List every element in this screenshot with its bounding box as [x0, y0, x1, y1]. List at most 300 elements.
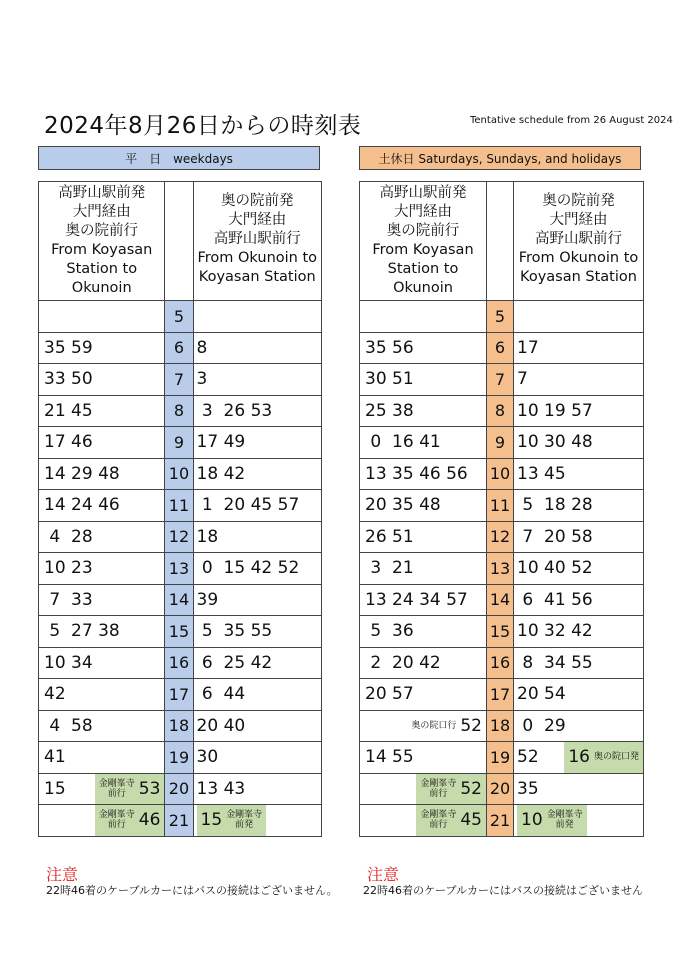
minutes: 0 15 42 52	[196, 558, 300, 579]
cell-content	[517, 522, 643, 553]
departure-times-inbound	[193, 427, 321, 459]
hour-label: 13	[487, 553, 514, 585]
header-row	[39, 182, 322, 301]
minutes: 41	[44, 747, 66, 768]
hour-label: 15	[487, 616, 514, 648]
hour-label: 16	[487, 647, 514, 679]
note-text-holiday: 22時46着のケーブルカーにはバスの接続はございません	[363, 884, 644, 897]
holiday-header: 土休日 Saturdays, Sundays, and holidays	[359, 146, 641, 170]
cell-content	[44, 490, 164, 521]
minutes: 2 20 42	[365, 652, 441, 673]
special-trip-origin: 金剛峯寺 前発	[226, 810, 263, 831]
cell-content	[517, 616, 643, 647]
special-trip-tag	[564, 742, 643, 773]
table-row	[360, 490, 644, 522]
departure-times-inbound	[193, 773, 321, 805]
minutes: 8 34 55	[517, 652, 593, 673]
cell-content	[517, 301, 643, 332]
departure-times-outbound	[360, 395, 487, 427]
weekday-header: 平 日 weekdays	[38, 146, 320, 170]
cell-content	[44, 522, 164, 553]
table-row	[360, 647, 644, 679]
departure-times-inbound	[193, 364, 321, 396]
departure-times-outbound	[360, 710, 487, 742]
cell-content	[365, 459, 486, 490]
departure-times-inbound	[514, 301, 644, 333]
table-row	[39, 584, 322, 616]
cell-content	[44, 585, 164, 616]
page-subtitle: Tentative schedule from 26 August 2024	[470, 115, 673, 126]
table-row	[360, 584, 644, 616]
cell-content	[365, 648, 486, 679]
special-trip-minute: 52	[460, 778, 482, 799]
departure-times-outbound	[360, 364, 487, 396]
departure-times-inbound	[193, 332, 321, 364]
special-trip-minute: 52	[460, 715, 482, 736]
departure-times-outbound	[39, 458, 165, 490]
cell-content	[517, 648, 643, 679]
departure-times-outbound	[360, 301, 487, 333]
departure-times-outbound	[39, 584, 165, 616]
hour-label: 19	[165, 742, 193, 774]
departure-times-inbound	[193, 553, 321, 585]
hour-label: 10	[165, 458, 193, 490]
departure-times-outbound	[39, 773, 165, 805]
table-row	[39, 521, 322, 553]
cell-content	[197, 648, 321, 679]
hour-label: 5	[165, 301, 193, 333]
departure-times-outbound	[39, 710, 165, 742]
departure-times-inbound	[193, 490, 321, 522]
hour-label: 15	[165, 616, 193, 648]
special-trip-destination: 金剛峯寺 前行	[420, 778, 457, 799]
departure-times-outbound	[39, 364, 165, 396]
minutes: 6 44	[196, 684, 246, 705]
table-row	[39, 773, 322, 805]
header-row	[360, 182, 644, 301]
table-row	[39, 679, 322, 711]
minutes: 4 58	[44, 715, 93, 736]
departure-times-inbound	[514, 805, 644, 837]
col-header-outbound: 高野山駅前発 大門経由 奥の院前行 From Koyasan Station to Okunoin	[360, 182, 487, 301]
table-row	[360, 553, 644, 585]
table-row	[360, 710, 644, 742]
departure-times-outbound	[39, 521, 165, 553]
minutes: 6 41 56	[517, 589, 593, 610]
departure-times-outbound	[360, 679, 487, 711]
minutes: 5 35 55	[196, 621, 273, 642]
departure-times-inbound	[193, 301, 321, 333]
cell-content	[365, 774, 486, 805]
table-row	[39, 647, 322, 679]
departure-times-outbound	[39, 332, 165, 364]
departure-times-inbound	[514, 395, 644, 427]
departure-times-inbound	[193, 710, 321, 742]
special-trip-minute: 15	[200, 810, 223, 831]
minutes: 25 38	[365, 400, 414, 421]
departure-times-inbound	[514, 553, 644, 585]
table-row	[39, 395, 322, 427]
minutes: 35 59	[44, 337, 93, 358]
minutes: 18	[196, 526, 219, 547]
special-trip-origin: 金剛峯寺 前発	[546, 810, 583, 831]
table-row	[360, 679, 644, 711]
special-trip-tag	[407, 711, 486, 742]
cell-content	[197, 711, 321, 742]
departure-times-outbound	[39, 679, 165, 711]
departure-times-inbound	[193, 458, 321, 490]
hour-label: 19	[487, 742, 514, 774]
departure-times-inbound	[514, 427, 644, 459]
table-row	[39, 710, 322, 742]
minutes: 35	[517, 778, 539, 799]
cell-content	[365, 585, 486, 616]
cell-content	[365, 711, 486, 742]
departure-times-outbound	[360, 332, 487, 364]
table-row	[39, 364, 322, 396]
special-trip-tag	[95, 805, 165, 836]
cell-content	[365, 679, 486, 710]
minutes: 8	[196, 337, 208, 358]
departure-times-outbound	[360, 805, 487, 837]
note-title-holiday: 注意	[367, 865, 400, 884]
minutes: 30 51	[365, 369, 414, 390]
departure-times-inbound	[514, 710, 644, 742]
departure-times-outbound	[39, 395, 165, 427]
special-trip-tag	[416, 805, 486, 836]
cell-content	[365, 522, 486, 553]
special-trip-minute: 45	[460, 810, 482, 831]
col-header-hour	[165, 182, 193, 301]
departure-times-outbound	[360, 773, 487, 805]
minutes: 39	[196, 589, 219, 610]
table-row	[39, 458, 322, 490]
departure-times-outbound	[360, 521, 487, 553]
minutes: 13 35 46 56	[365, 463, 468, 484]
table-row	[39, 427, 322, 459]
departure-times-outbound	[360, 742, 487, 774]
departure-times-inbound	[514, 458, 644, 490]
departure-times-inbound	[193, 805, 321, 837]
cell-content	[197, 522, 321, 553]
cell-content	[517, 742, 643, 773]
hour-label: 18	[487, 710, 514, 742]
minutes: 18 42	[196, 463, 246, 484]
weekday-timetable	[38, 181, 322, 837]
special-trip-destination: 金剛峯寺 前行	[98, 810, 135, 831]
minutes: 7 33	[44, 589, 93, 610]
minutes: 26 51	[365, 526, 414, 547]
table-row	[360, 521, 644, 553]
departure-times-outbound	[39, 805, 165, 837]
cell-content	[197, 805, 321, 836]
table-row	[39, 616, 322, 648]
cell-content	[44, 301, 164, 332]
departure-times-outbound	[360, 427, 487, 459]
table-row	[360, 395, 644, 427]
table-row	[360, 773, 644, 805]
minutes: 52	[517, 747, 539, 768]
cell-content	[197, 742, 321, 773]
minutes: 14 55	[365, 747, 414, 768]
special-trip-origin: 奥の院口発	[593, 752, 639, 763]
hour-label: 11	[487, 490, 514, 522]
special-trip-tag	[517, 805, 587, 836]
cell-content	[365, 364, 486, 395]
minutes: 0 16 41	[365, 432, 441, 453]
departure-times-inbound	[514, 616, 644, 648]
minutes: 20 57	[365, 684, 414, 705]
hour-label: 12	[165, 521, 193, 553]
note-text-weekday: 22時46着のケーブルカーにはバスの接続はございません。	[46, 884, 338, 897]
cell-content	[517, 679, 643, 710]
departure-times-inbound	[193, 616, 321, 648]
minutes: 20 40	[196, 715, 246, 736]
cell-content	[44, 648, 164, 679]
departure-times-outbound	[39, 647, 165, 679]
departure-times-inbound	[514, 364, 644, 396]
cell-content	[197, 459, 321, 490]
cell-content	[197, 679, 321, 710]
special-trip-minute: 10	[521, 810, 543, 831]
departure-times-outbound	[39, 553, 165, 585]
special-trip-destination: 金剛峯寺 前行	[98, 778, 135, 799]
minutes: 13 43	[196, 778, 246, 799]
minutes: 21 45	[44, 400, 93, 421]
cell-content	[197, 301, 321, 332]
cell-content	[44, 805, 164, 836]
minutes: 10 30 48	[517, 432, 593, 453]
hour-label: 7	[487, 364, 514, 396]
departure-times-outbound	[39, 301, 165, 333]
departure-times-inbound	[193, 679, 321, 711]
minutes: 10 34	[44, 652, 93, 673]
departure-times-inbound	[514, 490, 644, 522]
cell-content	[517, 553, 643, 584]
table-row	[360, 742, 644, 774]
cell-content	[365, 301, 486, 332]
cell-content	[44, 553, 164, 584]
cell-content	[365, 805, 486, 836]
departure-times-outbound	[360, 616, 487, 648]
departure-times-inbound	[514, 332, 644, 364]
departure-times-outbound	[360, 647, 487, 679]
cell-content	[365, 553, 486, 584]
cell-content	[197, 585, 321, 616]
departure-times-outbound	[39, 742, 165, 774]
departure-times-outbound	[360, 553, 487, 585]
cell-content	[197, 774, 321, 805]
cell-content	[44, 742, 164, 773]
cell-content	[197, 616, 321, 647]
table-row	[39, 301, 322, 333]
table-row	[360, 616, 644, 648]
hour-label: 20	[487, 773, 514, 805]
table-row	[360, 301, 644, 333]
minutes: 7	[517, 369, 528, 390]
departure-times-outbound	[360, 584, 487, 616]
hour-label: 6	[165, 332, 193, 364]
departure-times-inbound	[193, 647, 321, 679]
minutes: 14 24 46	[44, 495, 120, 516]
departure-times-inbound	[514, 521, 644, 553]
departure-times-outbound	[39, 490, 165, 522]
departure-times-inbound	[193, 521, 321, 553]
hour-label: 20	[165, 773, 193, 805]
cell-content	[365, 333, 486, 364]
hour-label: 18	[165, 710, 193, 742]
table-row	[39, 742, 322, 774]
minutes: 5 36	[365, 621, 414, 642]
cell-content	[197, 427, 321, 458]
cell-content	[44, 333, 164, 364]
table-row	[360, 805, 644, 837]
cell-content	[44, 364, 164, 395]
cell-content	[365, 616, 486, 647]
special-trip-minute: 46	[138, 810, 161, 831]
hour-label: 10	[487, 458, 514, 490]
departure-times-inbound	[514, 742, 644, 774]
departure-times-inbound	[514, 647, 644, 679]
minutes: 14 29 48	[44, 463, 120, 484]
table-row	[39, 490, 322, 522]
cell-content	[365, 490, 486, 521]
cell-content	[44, 679, 164, 710]
special-trip-minute: 53	[138, 778, 161, 799]
table-row	[360, 332, 644, 364]
table-row	[39, 553, 322, 585]
cell-content	[197, 396, 321, 427]
special-trip-tag	[95, 774, 165, 805]
hour-label: 17	[487, 679, 514, 711]
hour-label: 13	[165, 553, 193, 585]
cell-content	[365, 742, 486, 773]
minutes: 30	[196, 747, 219, 768]
cell-content	[197, 553, 321, 584]
special-trip-destination: 金剛峯寺 前行	[420, 810, 457, 831]
minutes: 4 28	[44, 526, 93, 547]
col-header-outbound: 高野山駅前発 大門経由 奥の院前行 From Koyasan Station to Okunoin	[39, 182, 165, 301]
minutes: 3 21	[365, 558, 414, 579]
special-trip-minute: 16	[568, 747, 590, 768]
cell-content	[365, 396, 486, 427]
minutes: 3 26 53	[196, 400, 273, 421]
cell-content	[44, 459, 164, 490]
cell-content	[517, 459, 643, 490]
minutes: 17 49	[196, 432, 246, 453]
minutes: 7 20 58	[517, 526, 593, 547]
cell-content	[44, 616, 164, 647]
minutes: 10 19 57	[517, 400, 593, 421]
hour-label: 5	[487, 301, 514, 333]
note-title-weekday: 注意	[46, 865, 79, 884]
hour-label: 11	[165, 490, 193, 522]
cell-content	[517, 805, 643, 836]
minutes: 3	[196, 369, 208, 390]
cell-content	[197, 490, 321, 521]
table-row	[360, 458, 644, 490]
cell-content	[517, 364, 643, 395]
hour-label: 16	[165, 647, 193, 679]
hour-label: 8	[487, 395, 514, 427]
minutes: 33 50	[44, 369, 93, 390]
page-title: 2024年8月26日からの時刻表	[44, 113, 362, 139]
minutes: 20 35 48	[365, 495, 441, 516]
cell-content	[517, 396, 643, 427]
minutes: 13 24 34 57	[365, 589, 468, 610]
departure-times-inbound	[193, 395, 321, 427]
cell-content	[517, 490, 643, 521]
minutes: 20 54	[517, 684, 566, 705]
minutes: 10 32 42	[517, 621, 593, 642]
minutes: 17 46	[44, 432, 93, 453]
table-row	[39, 805, 322, 837]
minutes: 15	[44, 778, 66, 799]
minutes: 5 18 28	[517, 495, 593, 516]
cell-content	[44, 774, 164, 805]
cell-content	[44, 427, 164, 458]
table-row	[360, 364, 644, 396]
departure-times-outbound	[39, 616, 165, 648]
hour-label: 6	[487, 332, 514, 364]
hour-label: 12	[487, 521, 514, 553]
hour-label: 17	[165, 679, 193, 711]
departure-times-outbound	[39, 427, 165, 459]
hour-label: 9	[487, 427, 514, 459]
departure-times-inbound	[193, 584, 321, 616]
minutes: 42	[44, 684, 66, 705]
special-trip-tag	[197, 805, 267, 836]
departure-times-outbound	[360, 458, 487, 490]
cell-content	[44, 396, 164, 427]
cell-content	[517, 585, 643, 616]
cell-content	[197, 333, 321, 364]
minutes: 17	[517, 337, 539, 358]
hour-label: 14	[165, 584, 193, 616]
table-row	[360, 427, 644, 459]
cell-content	[197, 364, 321, 395]
departure-times-inbound	[514, 584, 644, 616]
col-header-inbound: 奥の院前発 大門経由 高野山駅前行 From Okunoin to Koyasan Station	[193, 182, 321, 301]
minutes: 5 27 38	[44, 621, 120, 642]
minutes: 0 29	[517, 715, 566, 736]
departure-times-inbound	[193, 742, 321, 774]
hour-label: 21	[165, 805, 193, 837]
cell-content	[365, 427, 486, 458]
cell-content	[517, 427, 643, 458]
hour-label: 8	[165, 395, 193, 427]
departure-times-inbound	[514, 773, 644, 805]
hour-label: 14	[487, 584, 514, 616]
special-trip-destination: 奥の院口行	[411, 720, 457, 731]
cell-content	[517, 711, 643, 742]
minutes: 10 40 52	[517, 558, 593, 579]
hour-label: 7	[165, 364, 193, 396]
holiday-timetable	[359, 181, 644, 837]
minutes: 35 56	[365, 337, 414, 358]
special-trip-tag	[416, 774, 486, 805]
cell-content	[517, 333, 643, 364]
departure-times-inbound	[514, 679, 644, 711]
table-row	[39, 332, 322, 364]
cell-content	[44, 711, 164, 742]
minutes: 1 20 45 57	[196, 495, 300, 516]
hour-label: 21	[487, 805, 514, 837]
hour-label: 9	[165, 427, 193, 459]
departure-times-outbound	[360, 490, 487, 522]
col-header-hour	[487, 182, 514, 301]
minutes: 13 45	[517, 463, 566, 484]
